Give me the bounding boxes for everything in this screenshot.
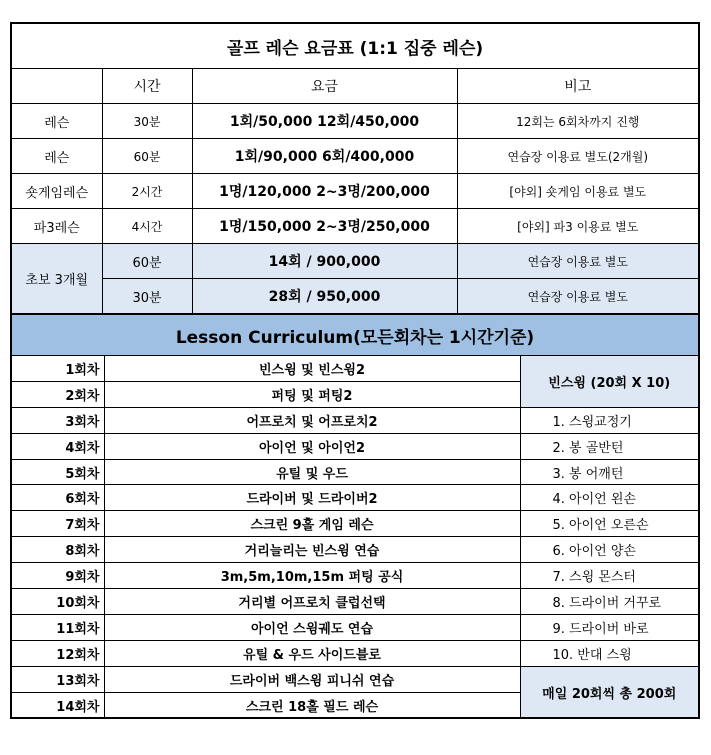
lesson-number: 14회차 [11,692,104,718]
header-note: 비고 [457,69,699,104]
lesson-topic: 드라이버 및 드라이버2 [104,485,520,511]
lesson-number: 3회차 [11,407,104,433]
lesson-name: 숏게임레슨 [11,174,102,209]
lesson-fee: 1명/150,000 2~3명/250,000 [192,209,457,244]
lesson-time: 2시간 [102,174,192,209]
lesson-topic: 스크린 9홀 게임 레슨 [104,511,520,537]
lesson-topic: 드라이버 백스윙 피니쉬 연습 [104,666,520,692]
curriculum-table [10,313,700,719]
beginner-note: 연습장 이용료 별도 [457,244,699,279]
lesson-number: 10회차 [11,589,104,615]
lesson-number: 11회차 [11,614,104,640]
header-fee: 요금 [192,69,457,104]
daily-practice-note: 매일 20회씩 총 200회 [520,666,699,718]
lesson-topic: 어프로치 및 어프로치2 [104,407,520,433]
lesson-number: 13회차 [11,666,104,692]
lesson-number: 4회차 [11,433,104,459]
swing-item: 7. 스윙 몬스터 [520,563,699,589]
lesson-number: 1회차 [11,356,104,382]
lesson-note: 연습장 이용료 별도(2개월) [457,139,699,174]
lesson-fee: 1회/90,000 6회/400,000 [192,139,457,174]
lesson-fee: 1회/50,000 12회/450,000 [192,104,457,139]
lesson-number: 5회차 [11,459,104,485]
beginner-name: 초보 3개월 [11,244,102,315]
swing-item: 2. 봉 골반턴 [520,433,699,459]
beginner-fee: 28회 / 950,000 [192,279,457,315]
swing-header: 빈스윙 (20회 X 10) [520,356,699,408]
lesson-topic: 유틸 및 우드 [104,459,520,485]
fee-table-title: 골프 레슨 요금표 (1:1 집중 레슨) [11,23,699,69]
lesson-topic: 거리별 어프로치 클럽선택 [104,589,520,615]
lesson-number: 7회차 [11,511,104,537]
lesson-topic: 3m,5m,10m,15m 퍼팅 공식 [104,563,520,589]
lesson-number: 6회차 [11,485,104,511]
lesson-note: [야외] 파3 이용료 별도 [457,209,699,244]
swing-item: 9. 드라이버 바로 [520,614,699,640]
lesson-number: 2회차 [11,381,104,407]
swing-item: 5. 아이언 오른손 [520,511,699,537]
beginner-fee: 14회 / 900,000 [192,244,457,279]
lesson-topic: 빈스윙 및 빈스윙2 [104,356,520,382]
lesson-topic: 유틸 & 우드 사이드블로 [104,640,520,666]
lesson-note: 12회는 6회차까지 진행 [457,104,699,139]
lesson-name: 레슨 [11,139,102,174]
curriculum-title: Lesson Curriculum(모든회차는 1시간기준) [11,314,699,356]
header-blank [11,69,102,104]
swing-item: 4. 아이언 왼손 [520,485,699,511]
swing-item: 3. 봉 어깨턴 [520,459,699,485]
lesson-topic: 퍼팅 및 퍼팅2 [104,381,520,407]
swing-item: 8. 드라이버 거꾸로 [520,589,699,615]
beginner-note: 연습장 이용료 별도 [457,279,699,315]
lesson-time: 4시간 [102,209,192,244]
fee-table [10,22,700,315]
lesson-topic: 아이언 스윙궤도 연습 [104,614,520,640]
lesson-note: [야외] 숏게임 이용료 별도 [457,174,699,209]
lesson-time: 60분 [102,139,192,174]
lesson-name: 파3레슨 [11,209,102,244]
swing-item: 10. 반대 스윙 [520,640,699,666]
lesson-time: 30분 [102,104,192,139]
lesson-number: 8회차 [11,537,104,563]
lesson-number: 12회차 [11,640,104,666]
beginner-time: 30분 [102,279,192,315]
header-time: 시간 [102,69,192,104]
lesson-topic: 거리늘리는 빈스윙 연습 [104,537,520,563]
lesson-fee: 1명/120,000 2~3명/200,000 [192,174,457,209]
lesson-name: 레슨 [11,104,102,139]
beginner-time: 60분 [102,244,192,279]
swing-item: 6. 아이언 양손 [520,537,699,563]
swing-item: 1. 스윙교정기 [520,407,699,433]
lesson-number: 9회차 [11,563,104,589]
lesson-topic: 아이언 및 아이언2 [104,433,520,459]
lesson-topic: 스크린 18홀 필드 레슨 [104,692,520,718]
